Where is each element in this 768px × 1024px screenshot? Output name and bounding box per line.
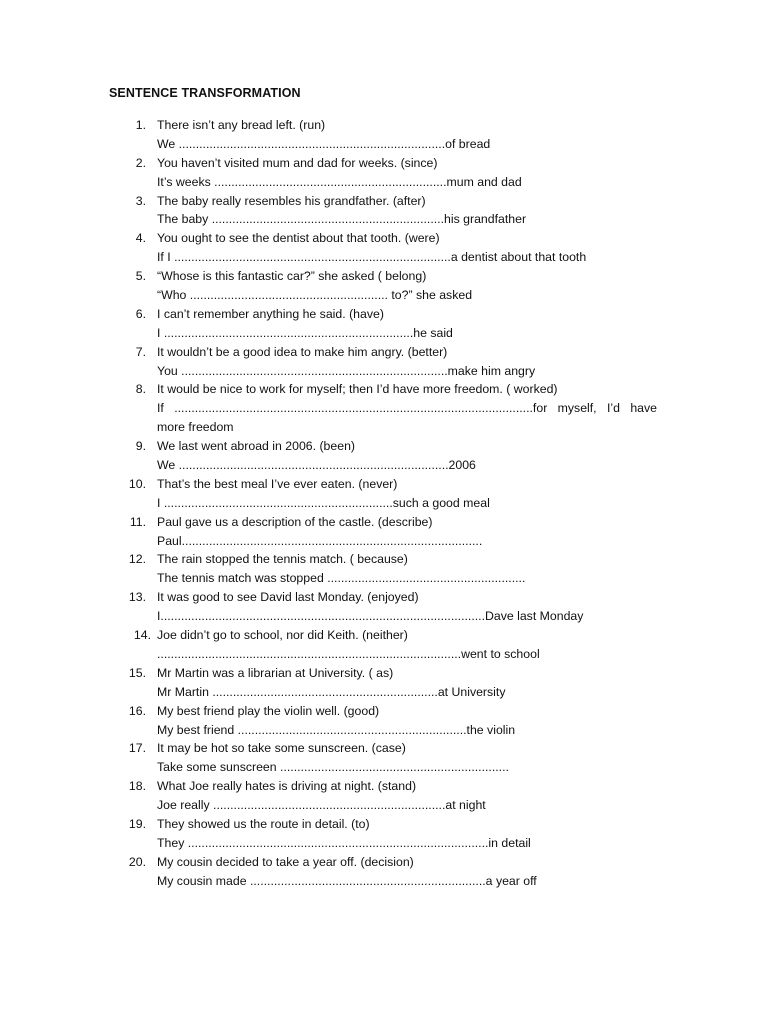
item-prompt: The baby really resembles his grandfather. (after) — [157, 193, 426, 208]
answer-continuation-line — [0, 418, 768, 437]
item-prompt: It may be hot so take some sunscreen. (case) — [157, 741, 406, 756]
answer-line — [0, 173, 768, 192]
item-answer: The tennis match was stopped .......................................................... — [157, 571, 526, 586]
prompt-line — [0, 154, 768, 173]
exercise-item — [0, 702, 768, 740]
answer-line — [0, 683, 768, 702]
exercise-list — [0, 116, 768, 891]
item-answer: They ........................................................................................in detail — [157, 835, 531, 850]
prompt-line — [0, 380, 768, 399]
item-number: 2. — [135, 155, 146, 170]
item-answer: If I .................................................................................a dentist about that tooth — [157, 250, 587, 265]
prompt-line — [0, 116, 768, 135]
item-answer: Mr Martin ..................................................................at University — [157, 684, 506, 699]
answer-line — [0, 456, 768, 475]
item-number: 5. — [135, 269, 146, 284]
prompt-line — [0, 739, 768, 758]
item-number: 16. — [128, 703, 146, 718]
item-prompt: You haven’t visited mum and dad for weeks. (since) — [157, 155, 438, 170]
prompt-line — [0, 550, 768, 569]
item-number: 13. — [128, 590, 146, 605]
item-prompt: You ought to see the dentist about that tooth. (were) — [157, 231, 440, 246]
item-number: 10. — [128, 476, 146, 491]
answer-line — [0, 362, 768, 381]
item-prompt: Joe didn’t go to school, nor did Keith. (neither) — [157, 628, 408, 643]
item-prompt: It wouldn’t be a good idea to make him angry. (better) — [157, 344, 448, 359]
item-answer: Take some sunscreen ................................................................... — [157, 760, 509, 775]
prompt-line — [0, 664, 768, 683]
item-prompt: Paul gave us a description of the castle. (describe) — [157, 514, 433, 529]
exercise-item — [0, 513, 768, 551]
answer-line — [0, 721, 768, 740]
exercise-item — [0, 116, 768, 154]
item-prompt: That’s the best meal I’ve ever eaten. (never) — [157, 476, 398, 491]
item-answer: I ...................................................................such a good meal — [157, 495, 490, 510]
item-prompt: There isn’t any bread left. (run) — [157, 118, 326, 132]
item-answer: I...............................................................................................Dave last Monday — [157, 609, 584, 624]
page-title: SENTENCE TRANSFORMATION — [109, 86, 301, 100]
exercise-item — [0, 475, 768, 513]
prompt-line — [0, 305, 768, 324]
prompt-line — [0, 702, 768, 721]
item-prompt: They showed us the route in detail. (to) — [157, 816, 370, 831]
item-prompt: We last went abroad in 2006. (been) — [157, 439, 356, 454]
answer-line — [0, 324, 768, 343]
item-prompt: The rain stopped the tennis match. ( because) — [157, 552, 408, 567]
answer-line — [0, 796, 768, 815]
item-number: 19. — [128, 816, 146, 831]
answer-line — [0, 210, 768, 229]
prompt-line — [0, 267, 768, 286]
exercise-item — [0, 777, 768, 815]
exercise-item — [0, 380, 768, 437]
item-number: 18. — [128, 779, 146, 794]
item-prompt: It would be nice to work for myself; then I’d have more freedom. ( worked) — [157, 382, 558, 397]
exercise-item — [0, 588, 768, 626]
item-prompt: It was good to see David last Monday. (enjoyed) — [157, 590, 419, 605]
item-answer: Paul........................................................................................ — [157, 533, 483, 548]
prompt-line — [0, 777, 768, 796]
item-prompt: What Joe really hates is driving at night. (stand) — [157, 779, 417, 794]
answer-line — [0, 399, 768, 418]
prompt-line — [0, 343, 768, 362]
item-number: 1. — [135, 118, 146, 132]
exercise-item — [0, 739, 768, 777]
item-answer: You ..............................................................................make him angry — [157, 363, 536, 378]
item-number: 6. — [135, 306, 146, 321]
exercise-item — [0, 305, 768, 343]
item-number: 15. — [128, 665, 146, 680]
answer-line — [0, 872, 768, 891]
prompt-line — [0, 229, 768, 248]
answer-line — [0, 569, 768, 588]
item-answer: The baby ....................................................................his grandfather — [157, 212, 527, 227]
answer-line — [0, 834, 768, 853]
prompt-line — [0, 192, 768, 211]
prompt-line — [0, 626, 768, 645]
item-number: 7. — [135, 344, 146, 359]
exercise-item — [0, 550, 768, 588]
item-prompt: My best friend play the violin well. (good) — [157, 703, 380, 718]
item-number: 3. — [135, 193, 146, 208]
answer-line — [0, 532, 768, 551]
answer-line — [0, 494, 768, 513]
item-answer: My cousin made .....................................................................a year off — [157, 873, 537, 888]
item-number: 9. — [135, 439, 146, 454]
answer-line — [0, 607, 768, 626]
exercise-item — [0, 853, 768, 891]
prompt-line — [0, 437, 768, 456]
exercise-item — [0, 343, 768, 381]
prompt-line — [0, 853, 768, 872]
exercise-item — [0, 154, 768, 192]
prompt-line — [0, 513, 768, 532]
item-answer-continuation: more freedom — [157, 420, 234, 435]
item-answer: We ...............................................................................2006 — [157, 458, 476, 473]
answer-line — [0, 645, 768, 664]
item-number: 4. — [135, 231, 146, 246]
prompt-line — [0, 588, 768, 607]
item-answer: I .........................................................................he said — [157, 325, 453, 340]
item-number: 8. — [135, 382, 146, 397]
item-answer: If .........................................................................................................for myself, I’d have — [157, 401, 657, 416]
item-answer: My best friend ...................................................................the violin — [157, 722, 516, 737]
item-prompt: “Whose is this fantastic car?” she asked ( belong) — [157, 269, 427, 284]
exercise-item — [0, 192, 768, 230]
exercise-item — [0, 815, 768, 853]
exercise-item — [0, 664, 768, 702]
exercise-item — [0, 437, 768, 475]
answer-line — [0, 286, 768, 305]
prompt-line — [0, 815, 768, 834]
item-prompt: I can’t remember anything he said. (have) — [157, 306, 384, 321]
exercise-item — [0, 229, 768, 267]
item-number: 11. — [129, 514, 146, 529]
item-number: 14. — [133, 628, 151, 643]
item-prompt: Mr Martin was a librarian at University. ( as) — [157, 665, 394, 680]
exercise-item — [0, 626, 768, 664]
item-answer: “Who .......................................................... to?” she asked — [157, 288, 473, 303]
item-number: 17. — [128, 741, 146, 756]
item-answer: Joe really ....................................................................at night — [157, 798, 486, 813]
answer-line — [0, 758, 768, 777]
item-number: 20. — [128, 854, 146, 869]
prompt-line — [0, 475, 768, 494]
item-answer: It’s weeks ....................................................................mum and dad — [157, 174, 522, 189]
item-answer: We ..............................................................................of bread — [157, 136, 491, 151]
answer-line — [0, 135, 768, 154]
item-answer: .........................................................................................went to school — [157, 646, 540, 661]
item-prompt: My cousin decided to take a year off. (decision) — [157, 854, 414, 869]
exercise-item — [0, 267, 768, 305]
item-number: 12. — [128, 552, 146, 567]
answer-line — [0, 248, 768, 267]
